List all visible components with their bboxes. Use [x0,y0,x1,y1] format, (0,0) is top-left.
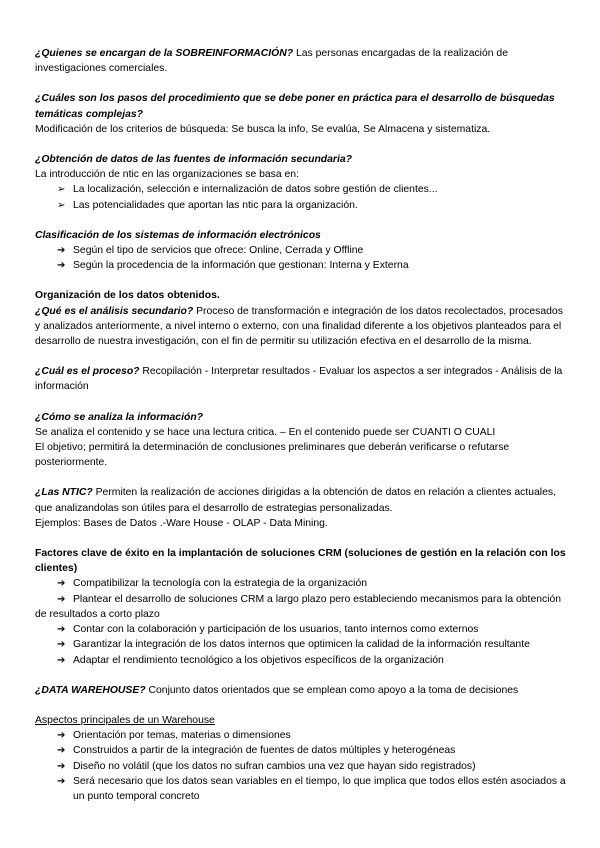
answer: Modificación de los criterios de búsqueda: Se busca la info, Se evalúa, Se Almacena y sistematiza. [35,123,491,135]
answer-line: Se analiza el contenido y se hace una lectura critica. – En el contenido puede ser CUANTI O CUALI [35,426,496,438]
section-heading: Aspectos principales de un Warehouse [35,714,215,726]
arrow-bullet-icon: ➔ [57,624,66,636]
answer: Las personas encargadas de la realización de investigaciones comerciales. [35,48,508,75]
arrowhead-bullet-icon: ➢ [57,184,66,196]
arrow-bullet-icon: ➔ [57,745,66,757]
list-item: ➢ Las potencialidades que aportan las ntic para la organización. [35,198,566,213]
question: ¿Qué es el análisis secundario? [35,305,194,317]
section-pasos-procedimiento [35,91,566,137]
bullet-list [35,576,566,667]
answer: Permiten la realización de acciones dirigidas a la obtención de datos en relación a clientes actuales, que analizandolas son útiles para el desarrollo de estrategias personalizadas. [35,487,556,514]
section-analisis-informacion [35,410,566,471]
bullet-list [35,182,566,212]
section-ntic [35,485,566,531]
paragraph [35,46,566,76]
list-item: ➔ Compatibilizar la tecnología con la estrategia de la organización [35,576,566,591]
paragraph [35,683,566,698]
answer: Conjunto datos orientados que se emplean como apoyo a la toma de decisiones [145,684,519,696]
list-item: ➔ Adaptar el rendimiento tecnológico a los objetivos específicos de la organización [35,653,566,668]
arrow-bullet-icon: ➔ [57,578,66,590]
section-aspectos-warehouse [35,713,566,804]
section-sobreinformacion [35,46,566,76]
question: ¿Cuáles son los pasos del procedimiento que se debe poner en práctica para el desarrollo de búsquedas temáticas complejas? [35,93,555,120]
list-item: ➔ Garantizar la integración de los datos internos que optimicen la calidad de la información resultante [35,637,566,652]
arrow-bullet-icon: ➔ [57,730,66,742]
paragraph [35,304,566,350]
intro-text: La introducción de ntic en las organizaciones se basa en: [35,169,299,181]
question: ¿Las NTIC? [35,487,93,499]
list-item: ➔ Orientación por temas, materias o dimensiones [35,728,566,743]
list-item: ➔ Contar con la colaboración y participación de los usuarios, tanto internos como externos [35,622,566,637]
section-heading: Factores clave de éxito en la implantación de soluciones CRM (soluciones de gestión en la relación con los clientes) [35,548,566,575]
list-item: ➔ Según el tipo de servicios que ofrece: Online, Cerrada y Offline [35,243,566,258]
question: ¿Cómo se analiza la información? [35,411,204,423]
section-proceso [35,364,566,394]
arrow-bullet-icon: ➔ [57,639,66,651]
answer: Proceso de transformación e integración de los datos recolectados, procesados y analizados anteriormente, a nivel interno o externo, con una finalidad diferente a los objetivos planteados para el desarrollo de nuestra investigación, con el fin de permitir su utilización efectiva en el desarrollo de la misma. [35,305,563,348]
list-item: ➔ Construidos a partir de la integración de fuentes de datos múltiples y heterogéneas [35,743,566,758]
question: ¿Quienes se encargan de la SOBREINFORMACIÓN? [35,48,294,59]
section-clasificacion-sistemas [35,228,566,274]
arrowhead-bullet-icon: ➢ [57,199,66,211]
arrow-bullet-icon: ➔ [57,760,66,772]
question: ¿Cuál es el proceso? [35,366,140,378]
answer-line: El objetivo; permitirá la determinación de conclusiones preliminares que deberán verificarse o refutarse posteriormente. [35,442,510,469]
section-factores-crm [35,546,566,668]
section-heading: Organización de los datos obtenidos. [35,290,220,302]
arrow-bullet-icon: ➔ [57,593,66,605]
list-item: ➔ Será necesario que los datos sean variables en el tiempo, lo que implica que todos ellos estén asociados a un punto temporal concreto [57,775,566,802]
question: Clasificación de los sistemas de información electrónicos [35,229,321,241]
question: ¿Obtención de datos de las fuentes de información secundaria? [35,154,352,166]
section-obtencion-datos [35,152,566,213]
list-item: ➔ Diseño no volátil (que los datos no sufran cambios una vez que hayan sido registrados) [35,759,566,774]
section-organizacion-datos [35,288,566,349]
arrow-bullet-icon: ➔ [57,775,66,787]
paragraph [35,364,566,394]
examples-line: Ejemplos: Bases de Datos .-Ware House - OLAP - Data Mining. [35,517,328,529]
question: ¿DATA WAREHOUSE? [35,684,146,696]
bullet-list [35,243,566,273]
list-item: ➔ Plantear el desarrollo de soluciones CRM a largo plazo pero estableciendo mecanismos para la obtención de resultados a corto plazo [35,593,562,620]
list-item: ➢ La localización, selección e internalización de datos sobre gestión de clientes... [35,182,566,197]
bullet-list [35,728,566,804]
arrow-bullet-icon: ➔ [57,654,66,666]
paragraph [35,485,566,515]
list-item: ➔ Según la procedencia de la información que gestionan: Interna y Externa [35,258,566,273]
arrow-bullet-icon: ➔ [57,245,66,257]
section-data-warehouse [35,683,566,698]
arrow-bullet-icon: ➔ [57,260,66,272]
answer: Recopilación - Interpretar resultados - Evaluar los aspectos a ser integrados - Análisis de la información [35,366,563,393]
